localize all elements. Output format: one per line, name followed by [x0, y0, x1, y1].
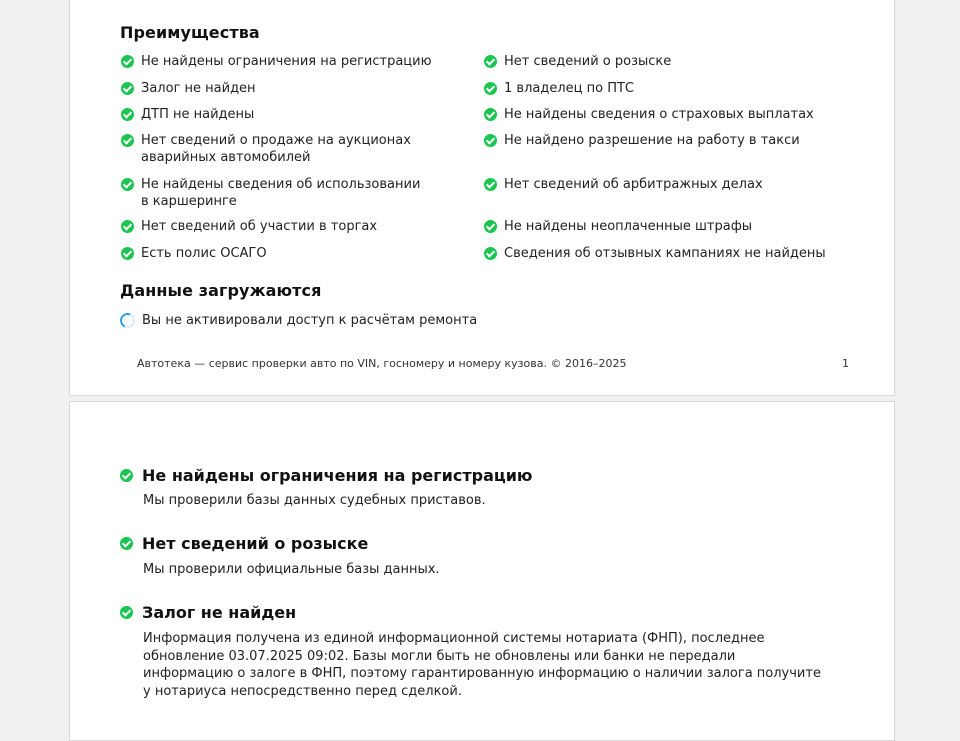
page-number: 1 — [842, 357, 849, 370]
section-title: Нет сведений о розыске — [120, 534, 368, 553]
advantage-item: Не найдены ограничения на регистрацию — [121, 53, 471, 70]
loading-spinner-icon — [118, 311, 137, 330]
check-icon — [120, 537, 133, 550]
loading-item: Вы не активировали доступ к расчётам ремонта — [120, 312, 542, 329]
check-icon — [121, 247, 134, 260]
advantage-item: Не найдены неоплаченные штрафы — [484, 218, 834, 235]
check-icon — [484, 178, 497, 191]
check-icon — [120, 606, 133, 619]
check-icon — [121, 55, 134, 68]
check-icon — [121, 178, 134, 191]
advantage-item: Нет сведений о розыске — [484, 53, 834, 70]
loading-heading: Данные загружаются — [120, 281, 322, 300]
advantage-item: Нет сведений о продаже на аукционах аварийных автомобилей — [121, 132, 471, 166]
check-icon — [484, 247, 497, 260]
advantage-item: Есть полис ОСАГО — [121, 245, 471, 262]
check-icon — [484, 134, 497, 147]
check-icon — [484, 220, 497, 233]
check-icon — [121, 82, 134, 95]
advantages-heading: Преимущества — [120, 23, 260, 42]
section-text: Мы проверили официальные базы данных. — [143, 562, 440, 577]
section-text: Информация получена из единой информационной системы нотариата (ФНП), последнее обновление 03.07.2025 09:02. Базы могли быть не обновлены или банки не передали информацию о залоге в ФНП, поэтому гарантированную информацию о наличии залога получите у нотариуса непосредственно перед сделкой. — [143, 631, 821, 699]
check-icon — [121, 134, 134, 147]
check-icon — [484, 82, 497, 95]
check-icon — [121, 108, 134, 121]
advantage-item: Не найдены сведения об использовании в каршеринге — [121, 176, 421, 210]
advantage-item: ДТП не найдены — [121, 106, 471, 123]
advantage-item: Нет сведений об участии в торгах — [121, 218, 471, 235]
check-icon — [120, 469, 133, 482]
advantage-item: Не найдено разрешение на работу в такси — [484, 132, 864, 149]
advantage-item: Нет сведений об арбитражных делах — [484, 176, 834, 193]
section-title: Залог не найден — [120, 603, 296, 622]
check-icon — [484, 108, 497, 121]
advantage-item: 1 владелец по ПТС — [484, 80, 834, 97]
advantage-item: Не найдены сведения о страховых выплатах — [484, 106, 864, 123]
section-text: Мы проверили базы данных судебных приставов. — [143, 493, 486, 508]
advantage-item: Сведения об отзывных кампаниях не найдены — [484, 245, 864, 262]
page-footer: Автотека — сервис проверки авто по VIN, госномеру и номеру кузова. © 2016–2025 — [137, 357, 627, 370]
check-icon — [484, 55, 497, 68]
report-page-1 — [69, 0, 895, 396]
section-title: Не найдены ограничения на регистрацию — [120, 466, 532, 485]
check-icon — [121, 220, 134, 233]
report-page-2 — [69, 401, 895, 741]
advantage-item: Залог не найден — [121, 80, 471, 97]
